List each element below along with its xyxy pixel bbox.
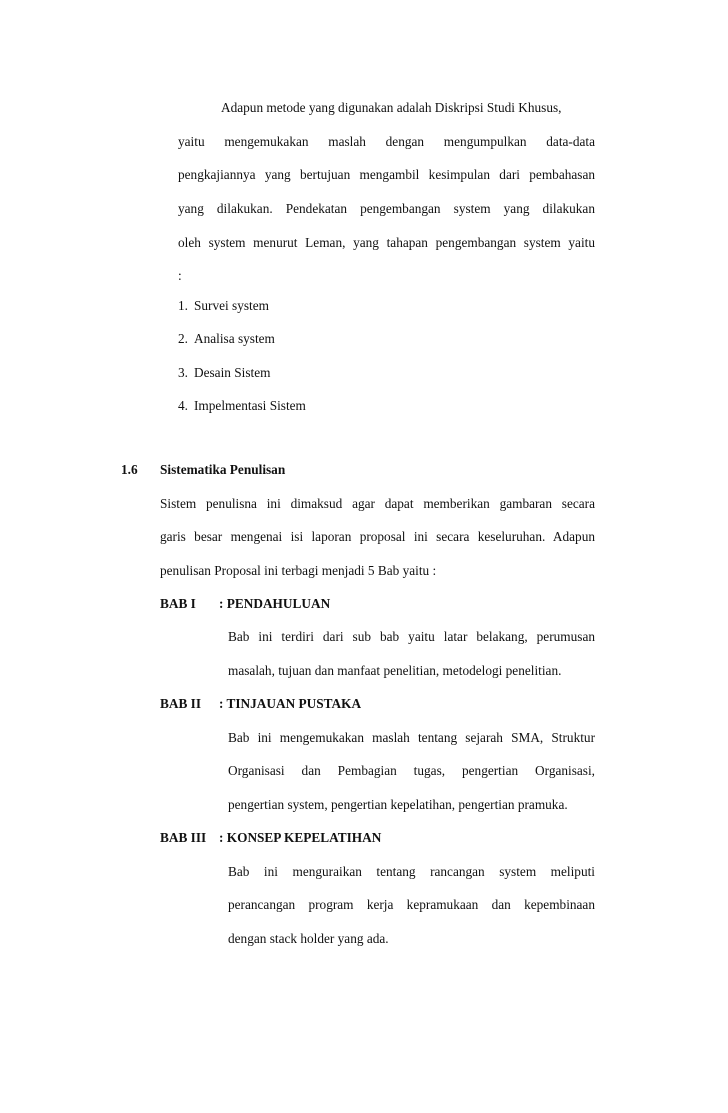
chapter-label: BAB I — [160, 596, 196, 611]
chapter-desc-line: dengan stack holder yang ada. — [228, 931, 389, 946]
section-line-2: garis besar mengenai isi laporan proposal ini secara keseluruhan. Adapun — [160, 529, 595, 544]
section-line-3: penulisan Proposal ini terbagi menjadi 5 Bab yaitu : — [160, 563, 437, 578]
step-text: Analisa system — [194, 331, 275, 346]
chapter-desc-line: Organisasi dan Pembagian tugas, pengertian Organisasi, — [228, 763, 595, 778]
chapter-desc-line: perancangan program kerja kepramukaan dan kepembinaan — [228, 897, 595, 912]
intro-line-5: oleh system menurut Leman, yang tahapan pengembangan system yaitu — [178, 235, 595, 250]
chapter-desc-line: Bab ini terdiri dari sub bab yaitu latar belakang, perumusan — [228, 629, 595, 644]
section-line-1: Sistem penulisna ini dimaksud agar dapat memberikan gambaran secara — [160, 496, 595, 511]
intro-line-2: yaitu mengemukakan maslah dengan mengumpulkan data-data — [178, 134, 595, 149]
chapter-label: BAB II — [160, 696, 202, 711]
step-text: Survei system — [194, 298, 269, 313]
intro-line-3: pengkajiannya yang bertujuan mengambil kesimpulan dari pembahasan — [178, 167, 595, 182]
step-text: Desain Sistem — [194, 365, 271, 380]
step-text: Impelmentasi Sistem — [194, 398, 306, 413]
chapter-desc-line: Bab ini menguraikan tentang rancangan system meliputi — [228, 864, 595, 879]
step-number: 4. — [178, 398, 188, 413]
step-number: 1. — [178, 298, 188, 313]
intro-line-4: yang dilakukan. Pendekatan pengembangan system yang dilakukan — [178, 201, 595, 216]
step-number: 2. — [178, 331, 188, 346]
chapter-desc-line: masalah, tujuan dan manfaat penelitian, metodelogi penelitian. — [228, 663, 562, 678]
intro-line-1: Adapun metode yang digunakan adalah Diskripsi Studi Khusus, — [221, 100, 562, 115]
intro-line-6: : — [178, 268, 182, 283]
section-title: Sistematika Penulisan — [160, 462, 286, 477]
chapter-desc-line: pengertian system, pengertian kepelatihan, pengertian pramuka. — [228, 797, 568, 812]
chapter-label: BAB III — [160, 830, 207, 845]
chapter-title: : KONSEP KEPELATIHAN — [219, 830, 382, 845]
section-number: 1.6 — [121, 462, 138, 477]
chapter-desc-line: Bab ini mengemukakan maslah tentang sejarah SMA, Struktur — [228, 730, 595, 745]
chapter-title: : PENDAHULUAN — [219, 596, 331, 611]
chapter-title: : TINJAUAN PUSTAKA — [219, 696, 362, 711]
step-number: 3. — [178, 365, 188, 380]
